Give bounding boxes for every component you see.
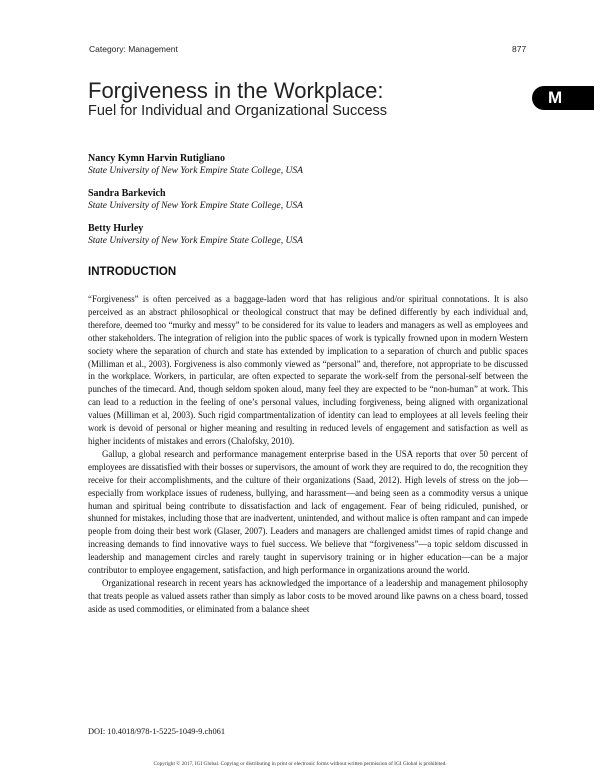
page-number: 877 (512, 44, 527, 54)
author-name-3: Betty Hurley (88, 223, 144, 234)
body-text (88, 293, 528, 616)
author-name-2: Sandra Barkevich (88, 188, 166, 199)
paragraph: “Forgiveness” is often perceived as a baggage-laden word that has religious and/or spiritual connotations. It is also perceived as an abstract philosophical or theological construct that may be defined differently by each individual and, therefore, deemed too “murky and messy” to be considered for its value to leaders and managers as well as employees and other stakeholders. The integration of religion into the public spaces of work is typically frowned upon in modern Western society where the separation of church and state has extended by implication to a separation of church and public spaces (Milliman et al., 2003). Forgiveness is also commonly viewed as “personal” and, therefore, not appropriate to be discussed in the workplace. Workers, in particular, are often expected to separate the work-self from the personal-self between the punches of the timecard. And, though seldom spoken aloud, many feel they are expected to be “non-human” at work. This can lead to a reduction in the feeling of one’s personal values, including forgiveness, being aligned with organizational values (Milliman et al, 2003). Such rigid compartmentalization of identity can lead to employees at all levels feeling their work is devoid of personal or higher meaning and resulting in reduced levels of engagement and satisfaction as well as higher incidents of mistakes and errors (Chalofsky, 2010). (88, 294, 528, 446)
author-name-1: Nancy Kymn Harvin Rutigliano (88, 153, 225, 164)
category-label: Category: Management (89, 44, 178, 54)
doi: DOI: 10.4018/978-1-5225-1049-9.ch061 (88, 727, 226, 736)
paragraph: Gallup, a global research and performance management enterprise based in the USA reports that over 50 percent of employees are dissatisfied with their bosses or supervisors, the amount of work they are required to do, the recognition they receive for their accomplishments, and the culture of their organizations (Saad, 2012). High levels of stress on the job—especially from workplace issues of rudeness, bullying, and harassment—and being seen as a commodity versus a unique human and spiritual being contribute to dissatisfaction and lack of engagement. Fear of being ridiculed, punished, or shunned for mistakes, including those that are inadvertent, unintended, and without malice is often rampant and can impede people from doing their best work (Glaser, 2007). Leaders and managers are challenged amidst times of rapid change and increasing demands to find innovative ways to fuel success. We believe that “forgiveness”—a topic seldom discussed in leadership and management circles and rarely taught in supervisory training or in higher education—can be a major contributor to employee engagement, satisfaction, and high performance in organizations around the world. (88, 448, 528, 576)
paragraph: Organizational research in recent years has acknowledged the importance of a leadership and management philosophy that treats people as valued assets rather than simply as labor costs to be moved around like pawns on a chess board, tossed aside as used commodities, or eliminated from a balance sheet (88, 577, 528, 614)
author-affiliation-1: State University of New York Empire State College, USA (88, 166, 303, 176)
section-heading: INTRODUCTION (88, 266, 177, 278)
author-affiliation-2: State University of New York Empire State College, USA (88, 201, 303, 211)
section-tab-m: M (532, 86, 594, 110)
article-title: Forgiveness in the Workplace: (88, 78, 384, 103)
copyright-notice: Copyright © 2017, IGI Global. Copying or distributing in print or electronic forms without written permission of IGI Global is prohibited. (153, 761, 447, 767)
article-subtitle: Fuel for Individual and Organizational Success (88, 103, 388, 119)
author-affiliation-3: State University of New York Empire State College, USA (88, 236, 303, 246)
